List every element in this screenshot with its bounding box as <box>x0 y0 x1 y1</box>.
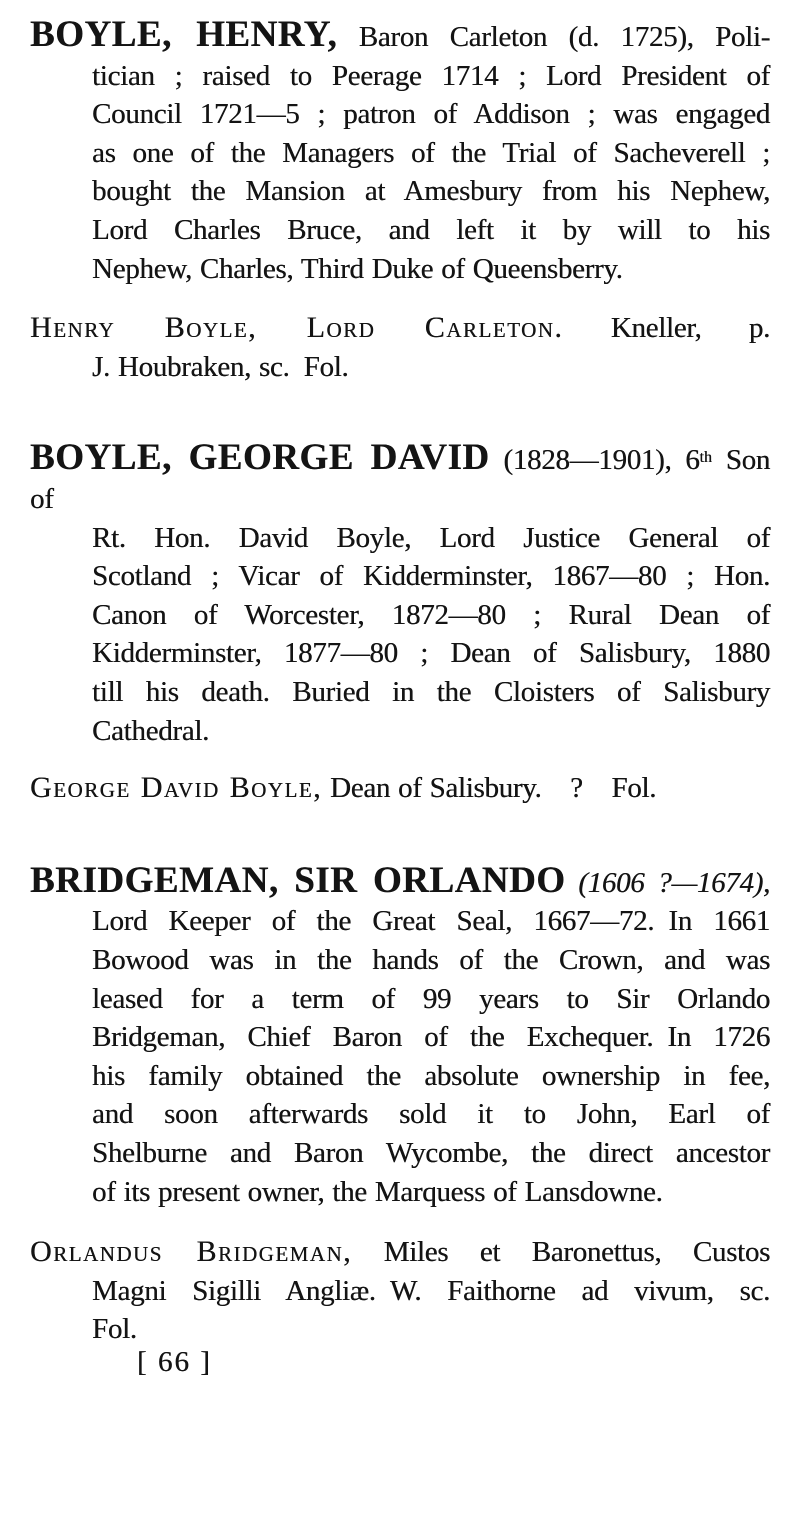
text-line: Lord Keeper of the Great Seal, 1667—72. In 1661 <box>92 905 770 938</box>
entry-bridgeman-orlando <box>30 859 770 1211</box>
text-line: Canon of Worcester, 1872—80 ; Rural Dean of <box>92 598 770 631</box>
print-record-henry-boyle <box>30 309 770 386</box>
text-line: Lord Charles Bruce, and left it by will to his <box>92 213 770 246</box>
entry-boyle-henry <box>30 16 770 288</box>
life-dates: (1606 ?—1674), <box>565 866 770 899</box>
record-rest: Miles et Baronettus, Custos <box>352 1236 771 1269</box>
text-line: his family obtained the absolute ownership in fee, <box>92 1059 770 1092</box>
text-line <box>30 309 770 348</box>
text-line: Council 1721—5 ; patron of Addison ; was engaged <box>92 98 770 131</box>
text-line <box>30 769 770 808</box>
entry-boyle-george-david <box>30 439 770 750</box>
print-record-george-david-boyle <box>30 769 770 808</box>
text-line <box>30 439 770 518</box>
entry-name: BOYLE, HENRY, <box>30 14 338 55</box>
print-record-orlandus-bridgeman <box>30 1233 770 1349</box>
text-line: Magni Sigilli Angliæ. W. Faithorne ad vivum, sc. <box>92 1274 770 1307</box>
life-dates: (1828—1901), 6 <box>489 444 700 477</box>
page-number: [ 66 ] <box>137 1345 212 1378</box>
text-line: Scotland ; Vicar of Kidderminster, 1867—80 ; Hon. <box>92 560 770 593</box>
text-line: bought the Mansion at Amesbury from his Nephew, <box>92 175 770 208</box>
heading-rest: Son of <box>30 444 770 516</box>
record-rest: Kneller, p. <box>563 312 770 345</box>
text-line: Bridgeman, Chief Baron of the Exchequer. In 1726 <box>92 1021 770 1054</box>
text-line: and soon afterwards sold it to John, Earl of <box>92 1098 770 1131</box>
entry-name: BOYLE, GEORGE DAVID <box>30 437 490 479</box>
record-rest: Dean of Salisbury. ? Fol. <box>322 772 657 805</box>
text-line: till his death. Buried in the Cloisters of Salisbury <box>92 676 770 709</box>
sitter-name: George David Boyle, <box>30 771 323 805</box>
text-line: Bowood was in the hands of the Crown, and was <box>92 944 770 977</box>
text-line <box>30 859 770 903</box>
text-line: Rt. Hon. David Boyle, Lord Justice General of <box>92 521 770 554</box>
text-line: J. Houbraken, sc. Fol. <box>92 350 349 383</box>
text-line: Cathedral. <box>92 714 209 747</box>
entry-name: BRIDGEMAN, SIR ORLANDO <box>30 859 566 901</box>
text-line: leased for a term of 99 years to Sir Orlando <box>92 982 770 1015</box>
text-line: Fol. <box>92 1313 137 1346</box>
ordinal-superscript: th <box>699 449 712 467</box>
text-line: Shelburne and Baron Wycombe, the direct ancestor <box>92 1137 770 1170</box>
heading-rest: Baron Carleton (d. 1725), Poli- <box>337 21 770 53</box>
text-line: tician ; raised to Peerage 1714 ; Lord President of <box>92 59 770 92</box>
text-line: as one of the Managers of the Trial of Sacheverell ; <box>92 136 770 169</box>
text-line <box>30 1233 770 1272</box>
text-line: Kidderminster, 1877—80 ; Dean of Salisbury, 1880 <box>92 637 770 670</box>
text-line: of its present owner, the Marquess of Lansdowne. <box>92 1175 663 1208</box>
sitter-name: Orlandus Bridgeman, <box>30 1235 353 1269</box>
text-line <box>30 16 770 57</box>
text-line: Nephew, Charles, Third Duke of Queensberry. <box>92 252 623 285</box>
sitter-name: Henry Boyle, Lord Carleton. <box>30 311 564 345</box>
